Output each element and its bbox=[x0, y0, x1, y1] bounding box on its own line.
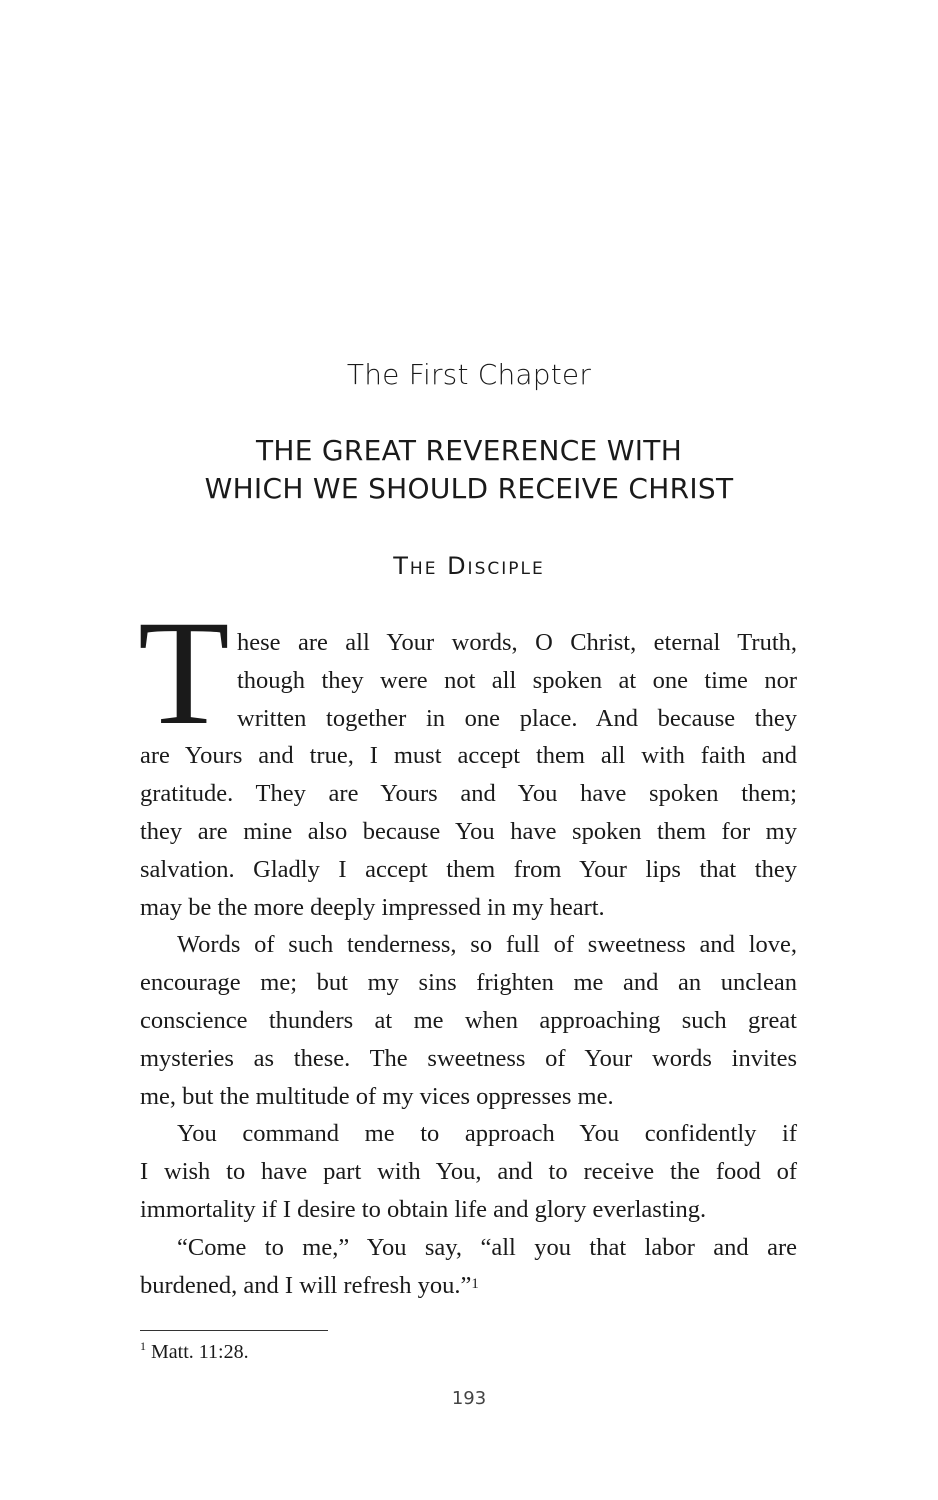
text-line: salvation. Gladly I accept them from Your lips that they bbox=[140, 855, 797, 883]
footnote-marker: 1 bbox=[140, 1339, 146, 1353]
drop-cap: T bbox=[138, 590, 230, 756]
text-line: You command me to approach You confidently if bbox=[177, 1120, 797, 1148]
text-line: I wish to have part with You, and to receive the food of bbox=[140, 1158, 797, 1186]
footnote-divider bbox=[140, 1330, 328, 1331]
chapter-title-line-2: WHICH WE SHOULD RECEIVE CHRIST bbox=[204, 472, 734, 505]
text-line: Words of such tenderness, so full of sweetness and love, bbox=[177, 931, 797, 959]
text-line: hese are all Your words, O Christ, eternal Truth, bbox=[237, 629, 797, 656]
chapter-label: The First Chapter bbox=[346, 358, 592, 391]
text-line: me, but the multitude of my vices oppresses me. bbox=[140, 1082, 614, 1110]
text-line: are Yours and true, I must accept them all with faith and bbox=[140, 742, 797, 770]
page-number: 193 bbox=[451, 1388, 487, 1409]
text-line: conscience thunders at me when approaching such great bbox=[140, 1007, 797, 1034]
text-line: though they were not all spoken at one time nor bbox=[237, 666, 797, 694]
footnote bbox=[140, 1341, 249, 1364]
text-line: “Come to me,” You say, “all you that labor and are bbox=[177, 1233, 797, 1261]
text-line: mysteries as these. The sweetness of Your words invites bbox=[140, 1044, 797, 1072]
text-line: immortality if I desire to obtain life and glory everlasting. bbox=[140, 1196, 707, 1223]
text-line: written together in one place. And because they bbox=[237, 704, 797, 732]
text-line: encourage me; but my sins frighten me and an unclean bbox=[140, 969, 797, 997]
text-line: may be the more deeply impressed in my heart. bbox=[140, 893, 605, 921]
footnote-reference: 1 bbox=[471, 1275, 479, 1292]
chapter-title-line-1: THE GREAT REVERENCE WITH bbox=[255, 434, 683, 467]
text-line: they are mine also because You have spoken them for my bbox=[140, 818, 797, 845]
section-heading: The Disciple bbox=[393, 552, 545, 580]
text-line: burdened, and I will refresh you.”$^1$ bbox=[140, 1271, 479, 1299]
footnote-text: Matt. 11:28. bbox=[151, 1341, 249, 1363]
text-line: gratitude. They are Yours and You have spoken them; bbox=[140, 780, 797, 808]
